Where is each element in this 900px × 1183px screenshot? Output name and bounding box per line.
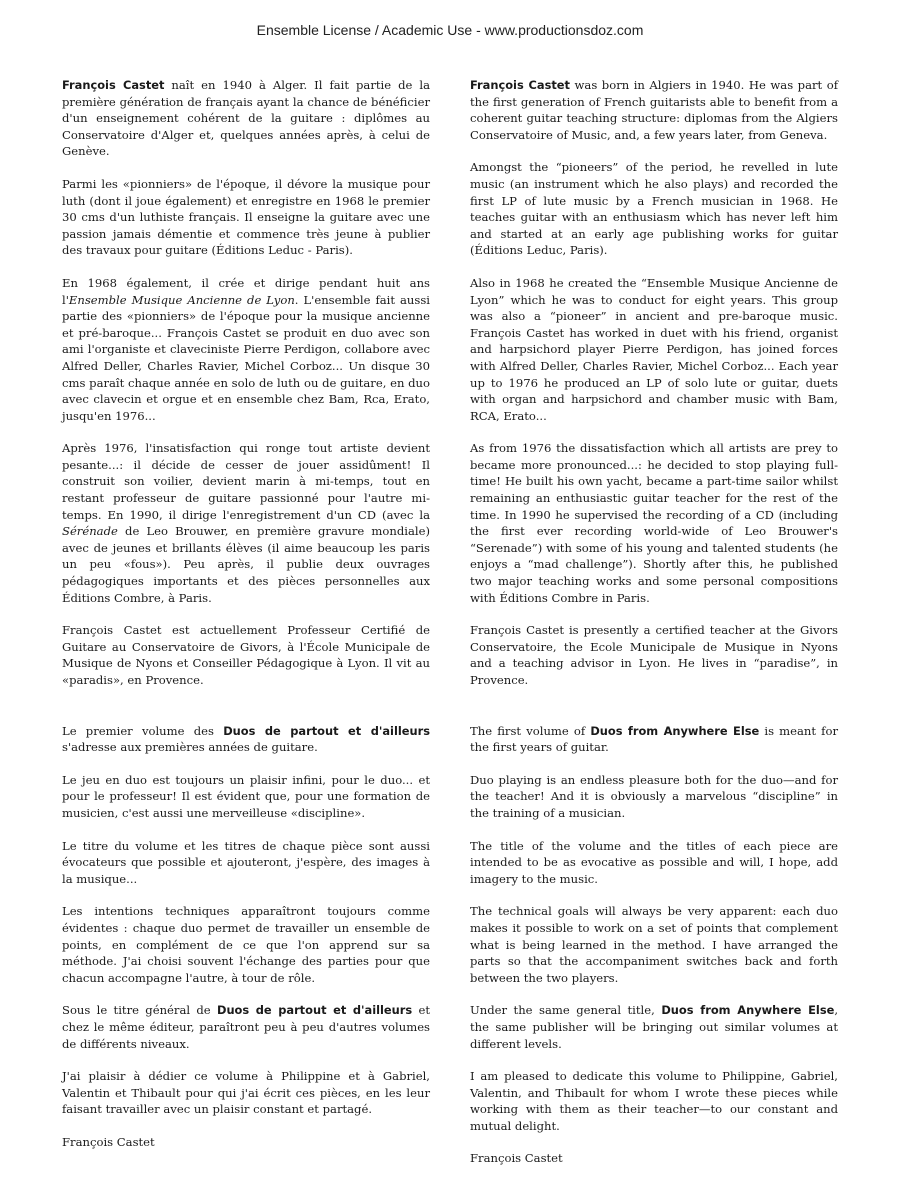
- fr-intro-paragraph-5: Sous le titre général de Duos de partout et d'ailleurs et chez le même éditeur, paraîtront peu à peu d'autres volumes de différents niveaux.: [62, 1003, 430, 1051]
- fr-ensemble-name: Ensemble Musique Ancienne de Lyon: [68, 292, 295, 307]
- french-column: [62, 77, 430, 1166]
- fr-bio-paragraph-2: Parmi les «pionniers» de l'époque, il dévore la musique pour luth (dont il joue également) et enregistre en 1968 le premier 30 cms d'un luthiste français. Il enseigne la guitare avec une passion jamais démentie et commence très jeune à publier des travaux pour guitare (Éditions Leduc - Paris).: [62, 176, 430, 258]
- fr-bio-paragraph-1: François Castet naît en 1940 à Alger. Il fait partie de la première génération de français ayant la chance de bénéficier d'un enseignement cohérent de la guitare : diplômes au Conservatoire d'Alger et, quelques années après, à celui de Genève.: [62, 78, 430, 159]
- en-series-title: Duos from Anywhere Else: [661, 1003, 835, 1018]
- fr-bio-paragraph-5: François Castet est actuellement Professeur Certifié de Guitare au Conservatoire de Givors, à l'École Municipale de Musique de Nyons et Conseiller Pédagogique à Lyon. Il vit au «paradis», en Provence.: [62, 623, 430, 687]
- fr-volume-title: Duos de partout et d'ailleurs: [223, 723, 430, 738]
- fr-signature: François Castet: [62, 1134, 155, 1149]
- en-bio-paragraph-5: François Castet is presently a certified teacher at the Givors Conservatoire, the Ecole Municipale de Musique in Nyons and a teaching advisor in Lyon. He lives in “paradise”, in Provence.: [470, 623, 838, 687]
- en-bio-paragraph-1: François Castet was born in Algiers in 1940. He was part of the first generation of French guitarists able to benefit from a coherent guitar teaching structure: diplomas from the Algiers Conservatoire of Music, and, a few years later, from Geneva.: [470, 78, 838, 142]
- fr-intro-paragraph-2: Le jeu en duo est toujours un plaisir infini, pour le duo... et pour le professeur! Il est évident que, pour une formation de musicien, c'est aussi une merveilleuse «discipline».: [62, 772, 430, 820]
- en-bio-paragraph-2: Amongst the “pioneers” of the period, he revelled in lute music (an instrument which he also plays) and recorded the first LP of lute music by a French musician in 1968. He teaches guitar with an enthusiasm which has never left him and started at an early age publishing works for guitar (Éditions Leduc, Paris).: [470, 160, 838, 258]
- en-intro-paragraph-3: The title of the volume and the titles of each piece are intended to be as evocative as possible and will, I hope, add imagery to the music.: [470, 838, 838, 886]
- english-column: [470, 77, 838, 1183]
- fr-intro-paragraph-4: Les intentions techniques apparaîtront toujours comme évidentes : chaque duo permet de travailler un ensemble de points, en complément de ce que l'on apprend sur sa méthode. J'ai choisi souvent l'échange des parties pour que chacun accompagne l'autre, à tour de rôle.: [62, 904, 430, 985]
- en-bio-name: François Castet: [470, 78, 570, 92]
- en-volume-title: Duos from Anywhere Else: [590, 723, 760, 738]
- en-intro-paragraph-1: The first volume of Duos from Anywhere Else is meant for the first years of guitar.: [470, 723, 838, 755]
- fr-serenade-title: Sérénade: [62, 524, 118, 539]
- page-header: Ensemble License / Academic Use - www.productionsdoz.com: [256, 22, 644, 38]
- fr-series-title: Duos de partout et d'ailleurs: [216, 1003, 413, 1018]
- fr-intro-paragraph-1: Le premier volume des Duos de partout et d'ailleurs s'adresse aux premières années de guitare.: [62, 723, 430, 755]
- fr-bio-paragraph-3: En 1968 également, il crée et dirige pendant huit ans l'Ensemble Musique Ancienne de Lyon. L'ensemble fait aussi partie des «pionniers» de l'époque pour la musique ancienne et pré-baroque... François Castet se produit en duo avec son ami l'organiste et claveciniste Pierre Perdigon, collabore avec Alfred Deller, Charles Ravier, Michel Corboz... Un disque 30 cms paraît chaque année en solo de luth ou de guitare, en duo avec clavecin et orgue et en ensemble chez Bam, Rca, Erato, jusqu'en 1976...: [62, 275, 431, 423]
- en-intro-paragraph-2: Duo playing is an endless pleasure both for the duo—and for the teacher! And it is obviously a marvelous “discipline” in the training of a musician.: [470, 772, 838, 820]
- fr-bio-paragraph-4: Après 1976, l'insatisfaction qui ronge tout artiste devient pesante...: il décide de cesser de jouer assidûment! Il construit son voilier, devient marin à mi-temps, tout en restant professeur de guitare passionné pour l'autre mi-temps. En 1990, il dirige l'enregistrement d'un CD (avec la Sérénade de Leo Brouwer, en première gravure mondiale) avec de jeunes et brillants élèves (il aime beaucoup les paris un peu «fous»). Peu après, il publie deux ouvrages pédagogiques importants et des pièces personnelles aux Éditions Combre, à Paris.: [62, 441, 430, 605]
- en-intro-paragraph-6: I am pleased to dedicate this volume to Philippine, Gabriel, Valentin, and Thibault for whom I wrote these pieces while working with them as their teacher—to our constant and mutual delight.: [470, 1069, 838, 1133]
- en-signature: François Castet: [470, 1151, 563, 1166]
- en-intro-paragraph-5: Under the same general title, Duos from Anywhere Else, the same publisher will be bringing out similar volumes at different levels.: [470, 1003, 839, 1051]
- en-bio-paragraph-3: Also in 1968 he created the “Ensemble Musique Ancienne de Lyon” which he was to conduct for eight years. This group was also a “pioneer” in ancient and pre-baroque music. François Castet has worked in duet with his friend, organist and harpsichord player Pierre Perdigon, has joined forces with Alfred Deller, Charles Ravier, Michel Corboz... Each year up to 1976 he produced an LP of solo lute or guitar, duets with organ and harpsichord and chamber music with Bam, RCA, Erato...: [470, 275, 838, 423]
- fr-bio-name: François Castet: [62, 78, 165, 92]
- fr-intro-paragraph-3: Le titre du volume et les titres de chaque pièce sont aussi évocateurs que possible et ajouteront, j'espère, des images à la musique...: [62, 838, 430, 886]
- en-bio-paragraph-4: As from 1976 the dissatisfaction which all artists are prey to became more pronounced...: he decided to stop playing full-time! He built his own yacht, became a part-time sailor whilst remaining an enthusiastic guitar teacher for the rest of the time. In 1990 he supervised the recording of a CD (including the first ever recording world-wide of Leo Brouwer's “Serenade”) with some of his young and talented students (he enjoys a “mad challenge”). Shortly after this, he published two major teaching works and some personal compositions with Éditions Combre in Paris.: [470, 441, 838, 605]
- en-intro-paragraph-4: The technical goals will always be very apparent: each duo makes it possible to work on a set of points that complement what is being learned in the method. I have arranged the parts so that the accompaniment switches back and forth between the two players.: [470, 904, 838, 985]
- fr-intro-paragraph-6: J'ai plaisir à dédier ce volume à Philippine et à Gabriel, Valentin et Thibault pour qui j'ai écrit ces pièces, en les leur faisant travailler avec un plaisir constant et partagé.: [62, 1069, 430, 1117]
